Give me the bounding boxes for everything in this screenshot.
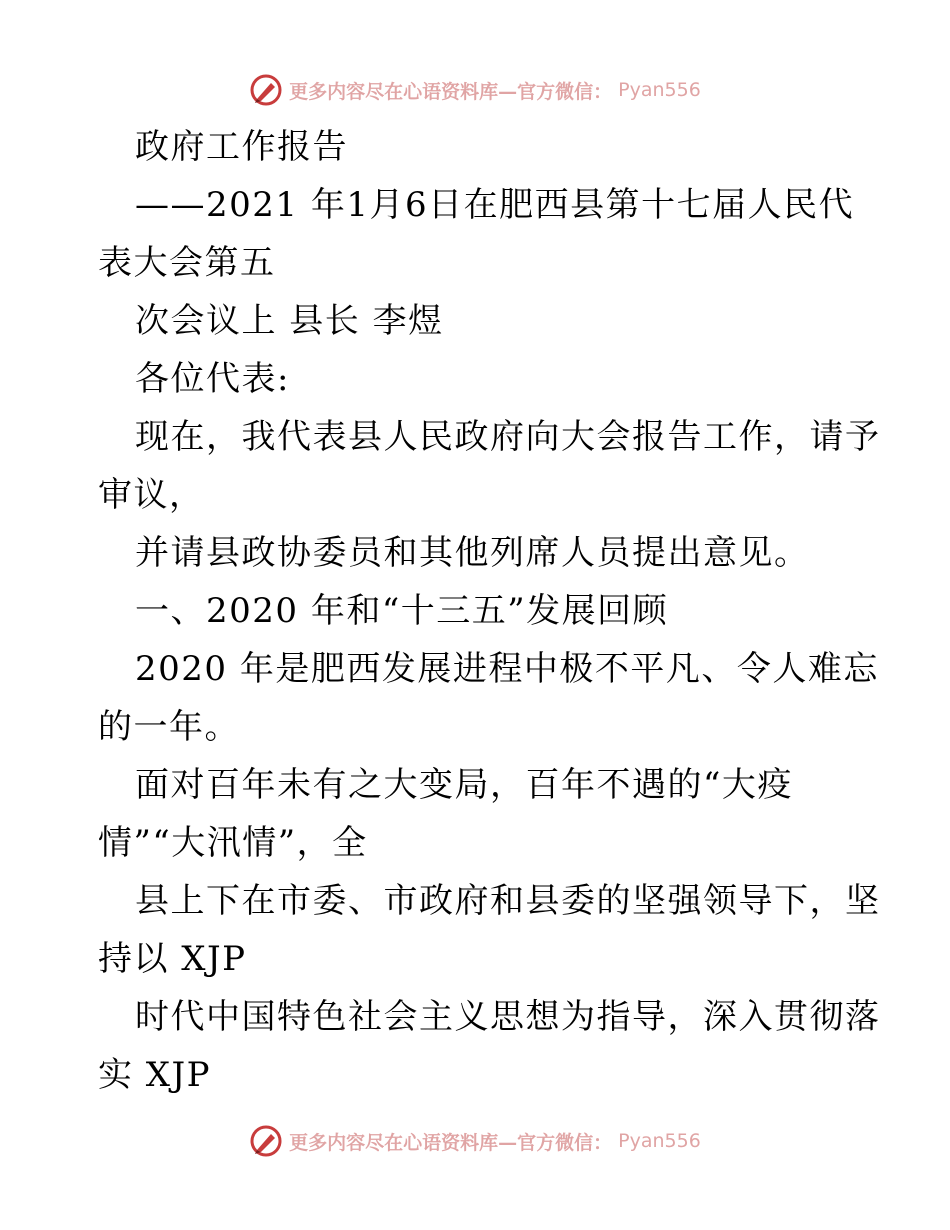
doc-line: 的一年。 <box>98 707 240 747</box>
doc-line: 实 XJP <box>98 1055 212 1095</box>
doc-line: 面对百年未有之大变局，百年不遇的“大疫 <box>135 765 793 805</box>
doc-line: 情”“大汛情”，全 <box>98 823 368 863</box>
doc-line: 各位代表: <box>135 359 290 399</box>
doc-line: 县上下在市委、市政府和县委的坚强领导下，坚 <box>135 881 881 921</box>
doc-line: 次会议上 县长 李煜 <box>135 301 444 341</box>
doc-line: ——2021 年1月6日在肥西县第十七届人民代 <box>135 185 855 225</box>
watermark-text: 更多内容尽在心语资料库—官方微信： <box>289 80 613 103</box>
header-watermark <box>0 70 950 110</box>
document-body <box>98 118 881 1104</box>
watermark-wechat-id: Pyan556 <box>618 1130 701 1152</box>
doc-line: 现在，我代表县人民政府向大会报告工作，请予 <box>135 417 881 457</box>
watermark-text: 更多内容尽在心语资料库—官方微信： <box>289 1131 613 1154</box>
doc-section-heading: 一、2020 年和“十三五”发展回顾 <box>135 591 669 631</box>
doc-title: 政府工作报告 <box>135 127 348 167</box>
footer-watermark <box>0 1121 950 1161</box>
doc-line: 审议， <box>98 475 205 515</box>
pen-logo-icon <box>249 1124 283 1158</box>
doc-line: 并请县政协委员和其他列席人员提出意见。 <box>135 533 810 573</box>
watermark-wechat-id: Pyan556 <box>618 79 701 101</box>
doc-line: 表大会第五 <box>98 243 276 283</box>
pen-logo-icon <box>249 73 283 107</box>
doc-line: 时代中国特色社会主义思想为指导，深入贯彻落 <box>135 997 881 1037</box>
doc-line: 2020 年是肥西发展进程中极不平凡、令人难忘 <box>135 649 879 689</box>
doc-line: 持以 XJP <box>98 939 247 979</box>
